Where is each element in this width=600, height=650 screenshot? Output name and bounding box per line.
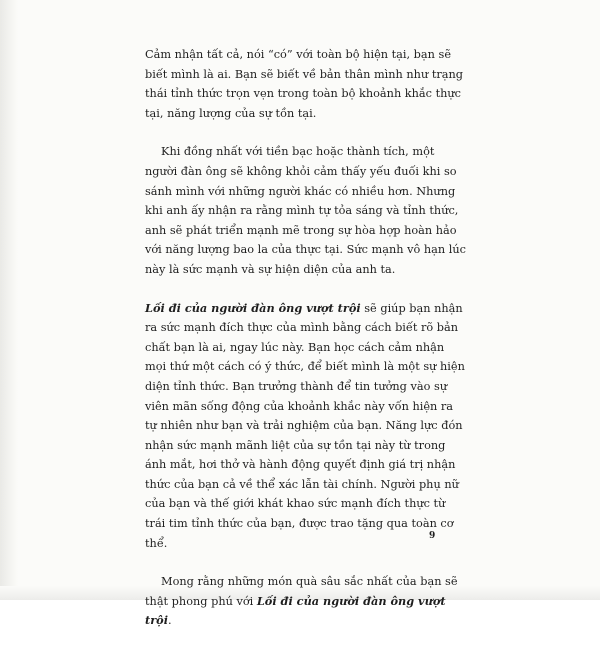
paragraph-2 <box>145 142 467 279</box>
body-text <box>145 45 467 650</box>
page-number: 9 <box>429 531 436 541</box>
page-left-shadow <box>0 0 18 600</box>
paragraph-1 <box>145 45 467 123</box>
paragraph-3-text: sẽ giúp bạn nhận ra sức mạnh đích thực của mình bằng cách biết rõ bản chất bạn là ai, ngay lúc này. Bạn học cách cảm nhận mọi thứ một cách có ý thức, để biết mình là một sự hiện diện tỉnh thức. Bạn trưởng thành để tin tưởng vào sự viên mãn sống động của khoảnh khắc này vốn hiện ra tự nhiên như bạn và trải nghiệm của bạn. Năng lực đón nhận sức mạnh mãnh liệt của sự tồn tại này từ trong ánh mắt, hơi thở và hành động quyết định giá trị nhận thức của bạn cả về thể xác lẫn tài chính. Người phụ nữ của bạn và thế giới khát khao sức mạnh đích thực từ trái tim tỉnh thức của bạn, được trao tặng qua toàn cơ thể. <box>145 301 465 550</box>
book-title-emphasis: Lối đi của người đàn ông vượt trội <box>145 593 446 628</box>
paragraph-1-text: Cảm nhận tất cả, nói “có” với toàn bộ hiện tại, bạn sẽ biết mình là ai. Bạn sẽ biết về bản thân mình như trạng thái tỉnh thức trọn vẹn trong toàn bộ khoảnh khắc thực tại, năng lượng của sự tồn tại. <box>145 48 464 120</box>
paragraph-3 <box>145 299 467 554</box>
paragraph-4-text: Mong rằng những món quà sâu sắc nhất của bạn sẽ thật phong phú với <box>145 575 458 608</box>
paragraph-4-tail: . <box>168 614 172 628</box>
paragraph-2-text: Khi đồng nhất với tiền bạc hoặc thành tích, một người đàn ông sẽ không khỏi cảm thấy yếu đuối khi so sánh mình với những người khác có nhiều hơn. Nhưng khi anh ấy nhận ra rằng mình tự tỏa sáng và tỉnh thức, anh sẽ phát triển mạnh mẽ trong sự hòa hợp hoàn hảo với năng lượng bao la của thực tại. Sức mạnh vô hạn lúc này là sức mạnh và sự hiện diện của anh ta. <box>145 145 466 276</box>
paragraph-4 <box>145 572 467 631</box>
book-title-emphasis: Lối đi của người đàn ông vượt trội <box>145 300 361 315</box>
